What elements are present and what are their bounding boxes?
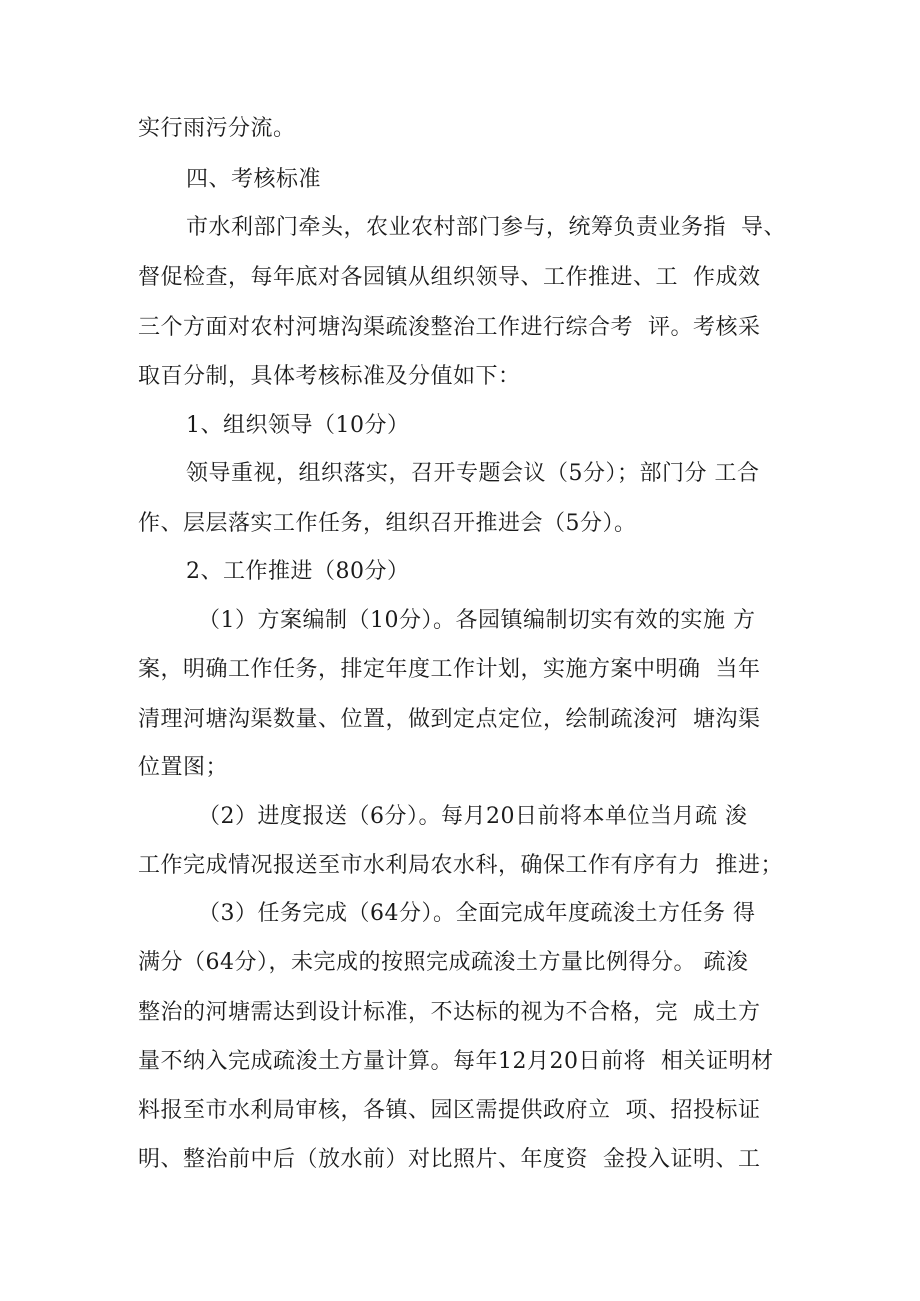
text-line-9: 作、层层落实工作任务，组织召开推进会（5分）。: [138, 511, 637, 536]
text-line-16: 工作完成情况报送至市水利局农水科，确保工作有序有力 推进；: [138, 853, 783, 878]
subheading-work-progress: 2、工作推进（80分）: [186, 559, 410, 584]
text-line-12: 案，明确工作任务，排定年度工作计划，实施方案中明确 当年: [138, 657, 761, 682]
text-line-22: 明、整治前中后（放水前）对比照片、年度资 金投入证明、工: [138, 1147, 761, 1172]
text-line-1: 实行雨污分流。: [138, 116, 296, 141]
subheading-organization: 1、组织领导（10分）: [186, 413, 410, 438]
text-line-18: 满分（64分），未完成的按照完成疏浚土方量比例得分。 疏浚: [138, 950, 749, 975]
text-line-15: （2）进度报送（6分）。每月20日前将本单位当月疏 浚: [198, 804, 748, 829]
text-line-21: 料报至市水利局审核，各镇、园区需提供政府立 项、招投标证: [138, 1098, 761, 1123]
text-line-3: 市水利部门牵头，农业农村部门参与，统筹负责业务指 导、: [186, 215, 786, 240]
text-line-8: 领导重视，组织落实，召开专题会议（5分）；部门分 工合: [186, 461, 760, 486]
text-line-13: 清理河塘沟渠数量、位置，做到定点定位，绘制疏浚河 塘沟渠: [138, 707, 761, 732]
text-line-14: 位置图；: [138, 755, 229, 780]
text-line-17: （3）任务完成（64分）。全面完成年度疏浚土方任务 得: [198, 901, 756, 926]
text-line-20: 量不纳入完成疏浚土方量计算。每年12月20日前将 相关证明材: [138, 1049, 774, 1074]
text-line-5: 三个方面对农村河塘沟渠疏浚整治工作进行综合考 评。考核采: [138, 315, 761, 340]
text-line-11: （1）方案编制（10分）。各园镇编制切实有效的实施 方: [198, 608, 756, 633]
text-line-19: 整治的河塘需达到设计标准，不达标的视为不合格，完 成土方: [138, 1000, 761, 1025]
text-line-4: 督促检查，每年底对各园镇从组织领导、工作推进、工 作成效: [138, 265, 761, 290]
section-heading-assessment: 四、考核标准: [186, 167, 322, 192]
text-line-6: 取百分制，具体考核标准及分值如下：: [138, 364, 521, 389]
